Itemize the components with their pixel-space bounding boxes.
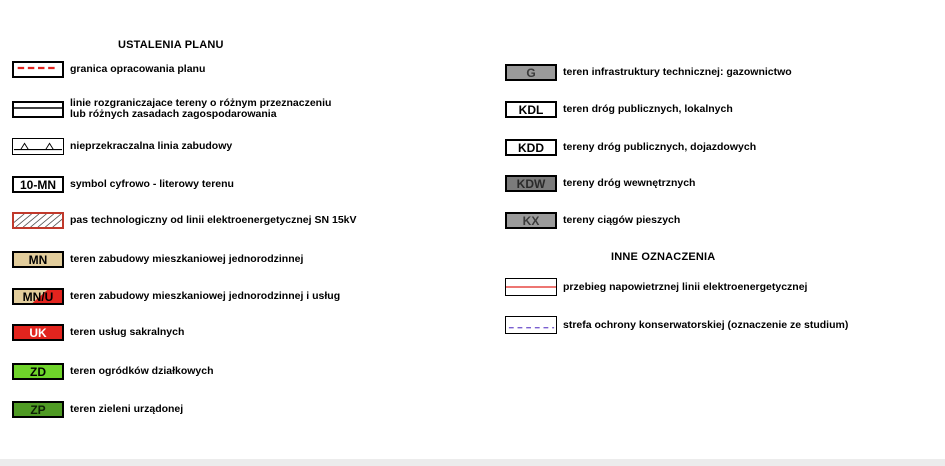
legend-item-symbol-code (12, 176, 234, 193)
legend-label: teren zabudowy mieszkaniowej jednorodzinnej i usług (70, 290, 341, 302)
g-symbol (505, 64, 557, 81)
symbol-code: ZD (30, 364, 46, 379)
kdw-symbol (505, 175, 557, 192)
kx-symbol (505, 212, 557, 229)
legend-item-mnu (12, 288, 340, 305)
legend-label: strefa ochrony konserwatorskiej (oznaczenie ze studium) (563, 318, 849, 331)
legend-label: teren usług sakralnych (70, 326, 185, 338)
legend-item-g (505, 64, 792, 81)
symbol-code: KDL (518, 102, 544, 117)
uk-symbol (12, 324, 64, 341)
symbol-code: MN (28, 252, 48, 267)
legend-item-kx (505, 212, 680, 229)
legend-label: tereny ciągów pieszych (563, 214, 681, 226)
purple-dash-symbol (505, 316, 557, 334)
legend-label: teren dróg publicznych, lokalnych (563, 103, 733, 115)
legend-item-power-line (505, 278, 807, 296)
legend-item-uk (12, 324, 184, 341)
legend-item-zp (12, 401, 183, 418)
kdl-symbol (505, 101, 557, 118)
zp-symbol (12, 401, 64, 418)
legend-item-conservation (505, 316, 848, 334)
symbol-code: UK (29, 325, 47, 340)
bottom-divider (0, 459, 945, 466)
legend-item-building-line (12, 138, 232, 155)
legend-label: pas technologiczny od linii elektroenergetycznej SN 15kV (70, 214, 357, 226)
symbol-code: ZP (30, 402, 46, 417)
code-box-symbol (12, 176, 64, 193)
symbol-code: KDD (518, 140, 544, 155)
zd-symbol (12, 363, 64, 380)
legend-label-line-2: lub różnych zasadach zagospodarowania (70, 108, 277, 120)
symbol-code: G (526, 65, 536, 80)
legend-item-kdl (505, 101, 733, 118)
demarcation-line-symbol (12, 101, 64, 118)
legend-label: teren ogródków działkowych (70, 365, 214, 377)
legend-label: przebieg napowietrznej linii elektroenergetycznej (563, 280, 808, 293)
triangle-line-symbol (12, 138, 64, 155)
legend-label: teren infrastruktury technicznej: gazownictwo (563, 66, 792, 78)
legend-label: symbol cyfrowo - literowy terenu (70, 178, 234, 190)
legend-heading-other: INNE OZNACZENIA (611, 251, 716, 263)
symbol-code: 10-MN (19, 177, 56, 192)
kdd-symbol (505, 139, 557, 156)
dashed-red-line-symbol (12, 61, 64, 78)
legend-label: tereny dróg wewnętrznych (563, 177, 696, 189)
legend-item-kdw (505, 175, 695, 192)
legend-label: granica opracowania planu (70, 63, 206, 75)
legend-item-zd (12, 363, 214, 380)
legend-item-mn (12, 251, 303, 268)
legend-item-technology-strip (12, 212, 357, 229)
hatch-symbol (12, 212, 64, 229)
legend-item-kdd (505, 139, 756, 156)
legend-label: teren zieleni urządonej (70, 403, 184, 415)
legend-label: teren zabudowy mieszkaniowej jednorodzinnej (70, 253, 304, 265)
legend-label: tereny dróg publicznych, dojazdowych (563, 141, 757, 153)
symbol-code: KX (522, 213, 540, 228)
symbol-code: KDW (516, 176, 546, 191)
red-line-symbol (505, 278, 557, 296)
symbol-code: MN/U (22, 289, 54, 304)
legend-label: nieprzekraczalna linia zabudowy (70, 140, 233, 152)
legend-heading-plan: USTALENIA PLANU (118, 39, 224, 51)
mnu-symbol (12, 288, 64, 305)
legend-item-boundary (12, 61, 205, 78)
legend-label-line-1: linie rozgraniczajace tereny o różnym przeznaczeniu (70, 97, 332, 109)
mn-symbol (12, 251, 64, 268)
legend-item-demarcation (12, 98, 331, 120)
legend-label (70, 98, 331, 120)
